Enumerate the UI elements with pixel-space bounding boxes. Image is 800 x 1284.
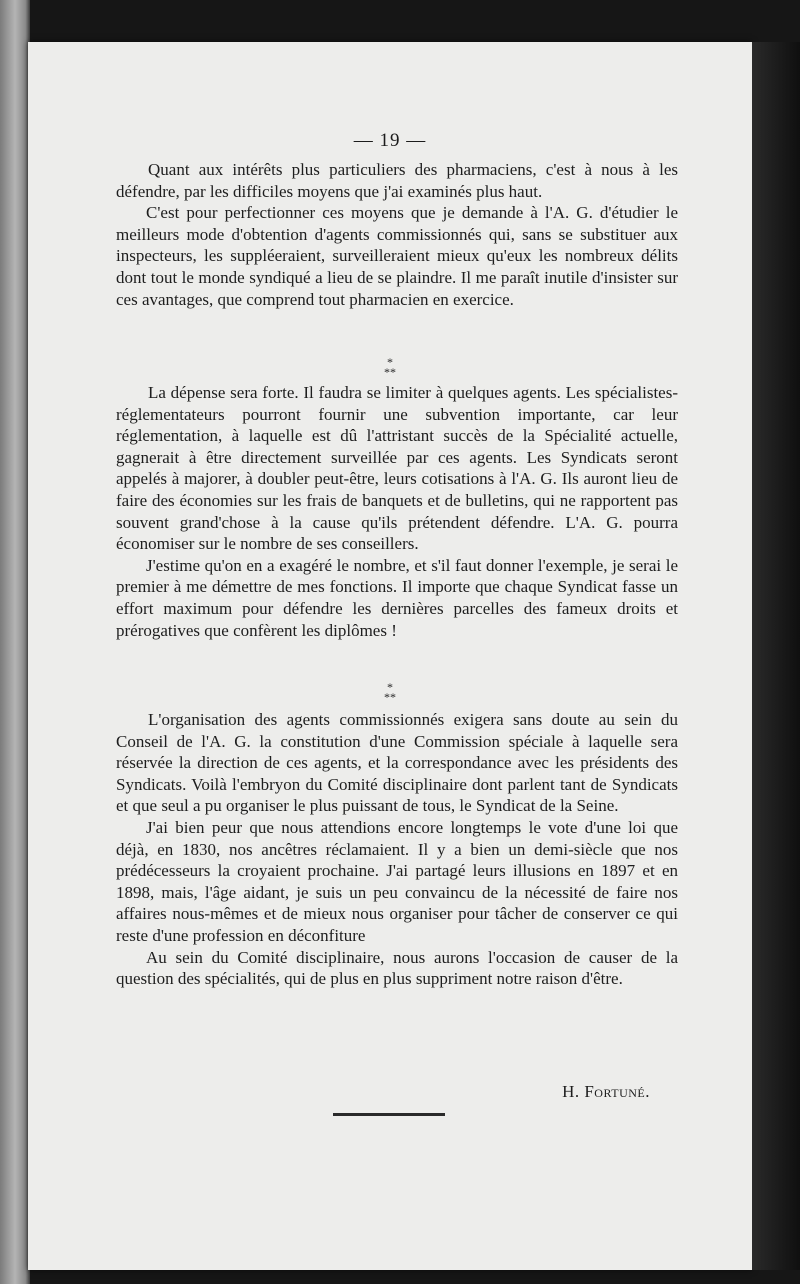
scan-background-edge xyxy=(752,42,800,1270)
paragraph: La dépense sera forte. Il faudra se limiter à quelques agents. Les spécialistes-réglementateurs pourront fournir une subvention importante, car leur réglementation, à laquelle est dû l'attristant succès de la Spécialité actuelle, gagnerait à être directement surveillée par ces agents. Les Syndicats seront appelés à majorer, à doubler peut-être, leurs cotisations à l'A. G. Ils auront lieu de faire des économies sur les frais de banquets et de bulletins, qui ne rapportent pas souvent grand'chose à la cause qu'ils prétendent défendre. L'A. G. pourra économiser sur le nombre de ses conseillers. xyxy=(116,383,678,554)
separator-star-top: * xyxy=(387,680,393,694)
paragraph: Au sein du Comité disciplinaire, nous aurons l'occasion de causer de la question des spécialités, qui de plus en plus suppriment notre raison d'être. xyxy=(116,947,678,989)
separator-stars-bottom: ** xyxy=(384,365,396,379)
section-2 xyxy=(116,382,678,641)
page-number: — 19 — xyxy=(353,130,427,151)
separator-stars-bottom: ** xyxy=(384,690,396,704)
paragraph: J'estime qu'on en a exagéré le nombre, et s'il faut donner l'exemple, je serai le premier à me démettre de mes fonctions. Il importe que chaque Syndicat fasse un effort maximum pour défendre les dernières parcelles des fameux droits et prérogatives que confèrent les diplômes ! xyxy=(116,555,678,640)
paragraph: J'ai bien peur que nous attendions encore longtemps le vote d'une loi que déjà, en 1830, nos ancêtres réclamaient. Il y a bien un demi-siècle que nos prédécesseurs la croyaient prochaine. J'ai partagé leurs illusions en 1897 et en 1898, mais, l'âge aidant, je suis un peu convaincu de la nécessité de faire nos affaires nous-mêmes et de mieux nous organiser pour tâcher de conserver ce qui reste d'une profession en déconfiture xyxy=(116,817,678,945)
section-3 xyxy=(116,709,678,990)
author-signature: H. Fortuné. xyxy=(562,1082,650,1101)
book-page xyxy=(28,42,752,1270)
paragraph: C'est pour perfectionner ces moyens que je demande à l'A. G. d'étudier le meilleurs mode d'obtention d'agents commissionnés qui, sans se substituer aux inspecteurs, les suppléeraient, surveilleraient mieux qu'eux les nombreux délits dont tout le monde syndiqué a lieu de se plaindre. Il me paraît inutile d'insister sur ces avantages, que comprend tout pharmacien en exercice. xyxy=(116,203,678,309)
section-1 xyxy=(116,159,678,310)
paragraph: L'organisation des agents commissionnés exigera sans doute au sein du Conseil de l'A. G. la constitution d'une Commission spéciale à laquelle sera réservée la direction de ces agents, et la correspondance avec les présidents des Syndicats. Voilà l'embryon du Comité disciplinaire dont parlent tant de Syndicats et que seul a pu organiser le plus puissant de tous, le Syndicat de la Seine. xyxy=(116,710,678,816)
separator-star-top: * xyxy=(387,355,393,369)
section-separator-stars xyxy=(28,682,752,702)
closing-rule xyxy=(333,1113,445,1116)
previous-page-edge xyxy=(0,0,30,1284)
section-separator-stars xyxy=(28,357,752,377)
paragraph: Quant aux intérêts plus particuliers des pharmaciens, c'est à nous à les défendre, par les difficiles moyens que j'ai examinés plus haut. xyxy=(116,160,678,201)
